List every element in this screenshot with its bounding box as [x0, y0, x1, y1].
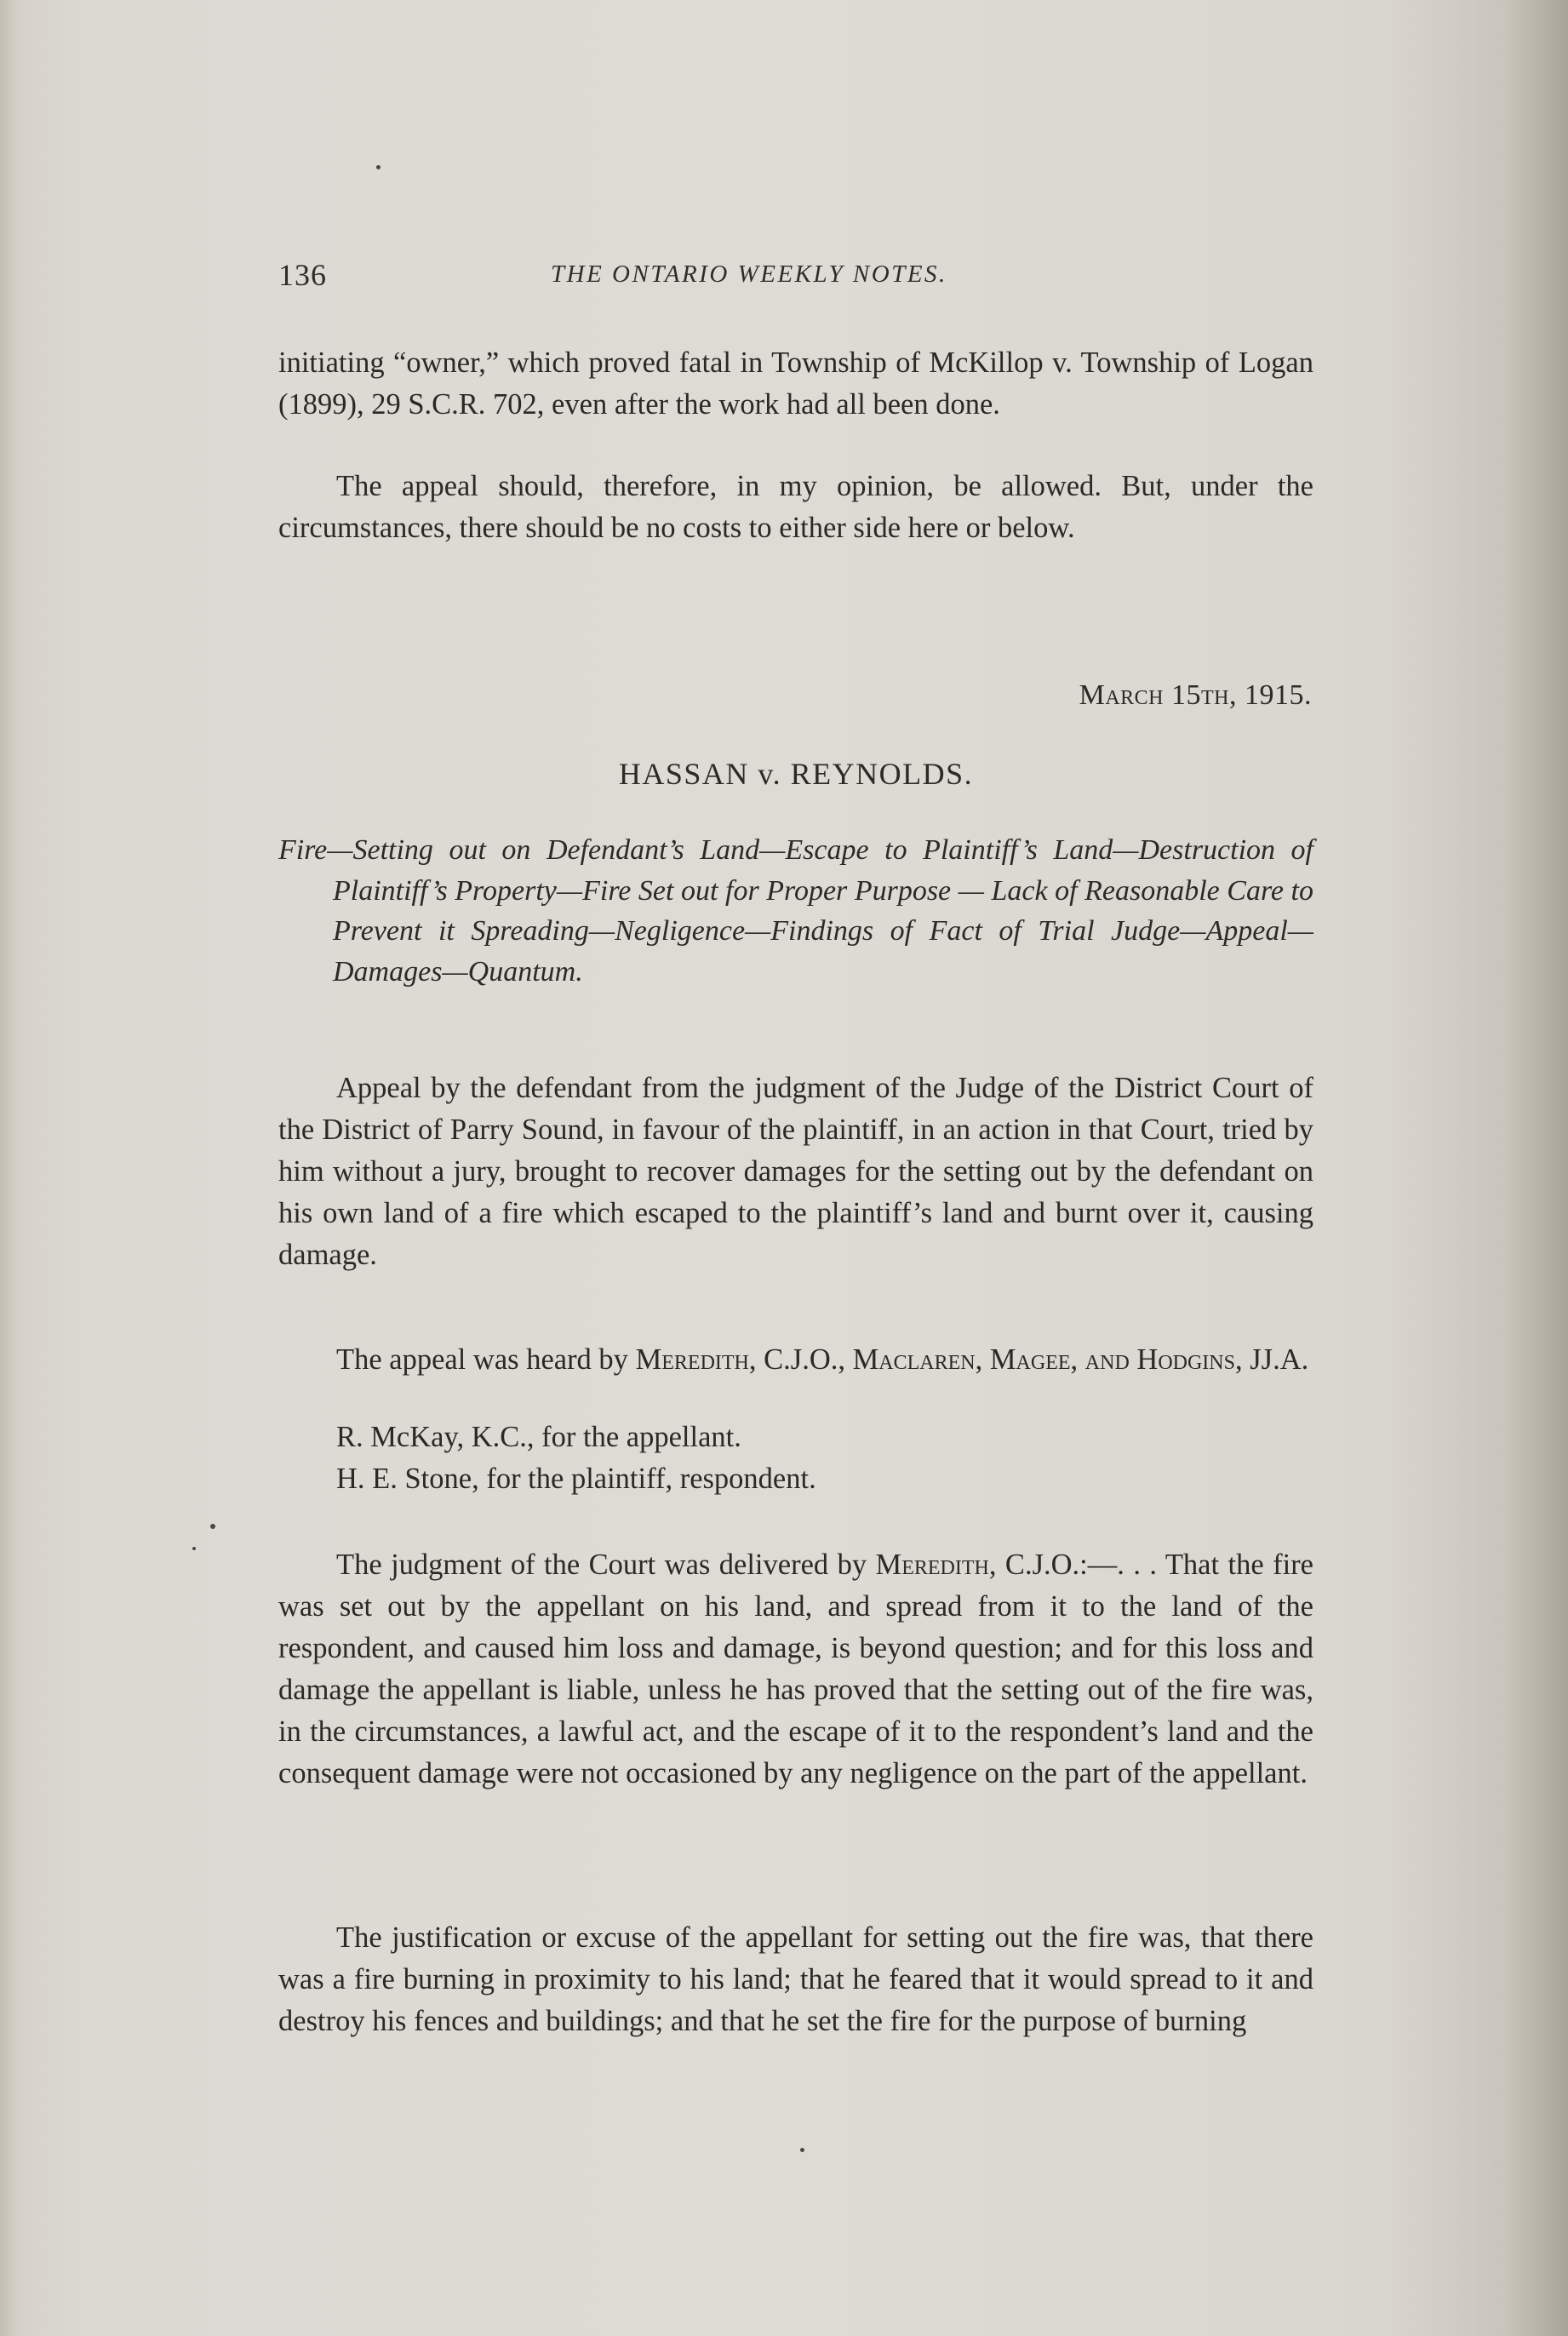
hearing-intro: The appeal was heard by — [336, 1343, 636, 1376]
counsel-respondent: H. E. Stone, for the plaintiff, respondent. — [336, 1463, 816, 1495]
paper-speck — [800, 2148, 804, 2152]
running-title: THE ONTARIO WEEKLY NOTES. — [551, 261, 947, 288]
hearing-judges: Meredith, C.J.O., Maclaren, Magee, and Hodgins, JJ.A. — [635, 1343, 1309, 1376]
page-number: 136 — [278, 258, 327, 292]
continuation-paragraph-1: initiating “owner,” which proved fatal in Township of McKillop v. Township of Logan (1899), 29 S.C.R. 702, even after the work had all been done. — [278, 346, 1313, 421]
decision-date: March 15th, 1915. — [1079, 679, 1312, 711]
judgment-judge: Meredith, — [875, 1549, 997, 1581]
paper-speck — [192, 1547, 196, 1550]
case-title: HASSAN v. REYNOLDS. — [618, 757, 974, 791]
appeal-paragraph: Appeal by the defendant from the judgment of the Judge of the District Court of the District of Parry Sound, in favour of the plaintiff, in an action in that Court, tried by him without a jury, brought to recover damages for the setting out by the defendant on his own land of a fire which escaped to the plaintiff’s land and burnt over it, causing damage. — [278, 1072, 1313, 1271]
counsel-appellant: R. McKay, K.C., for the appellant. — [336, 1421, 741, 1453]
paper-speck — [210, 1524, 215, 1529]
page-header — [278, 257, 1313, 300]
hearing-paragraph — [278, 1339, 1313, 1380]
continuation-paragraph-2: The appeal should, therefore, in my opinion, be allowed. But, under the circumstances, there should be no costs to either side here or below. — [278, 470, 1313, 544]
headnote: Fire—Setting out on Defendant’s Land—Escape to Plaintiff’s Land—Destruction of Plaintiff’s Property—Fire Set out for Proper Purpose — Lack of Reasonable Care to Prevent it Spreading—Negligence—Findings of Fact of Trial Judge—Appeal—Damages—Quantum. — [278, 834, 1313, 988]
judgment-paragraph — [278, 1544, 1313, 1795]
justification-paragraph: The justification or excuse of the appellant for setting out the fire was, that there was a fire burning in proximity to his land; that he feared that it would spread to it and destroy his fences and buildings; and that he set the fire for the purpose of burning — [278, 1921, 1313, 2037]
judgment-text: C.J.O.:—. . . That the fire was set out by the appellant on his land, and spread from it to the land of the respondent, and caused him loss and damage, is beyond question; and for this loss and damage the appellant is liable, unless he has proved that the setting out of the fire was, in the circumstances, a lawful act, and the escape of it to the respondent’s land and the consequent damage were not occasioned by any negligence on the part of the appellant. — [278, 1549, 1313, 1789]
paper-speck — [376, 165, 381, 169]
judgment-intro: The judgment of the Court was delivered by — [336, 1549, 876, 1581]
